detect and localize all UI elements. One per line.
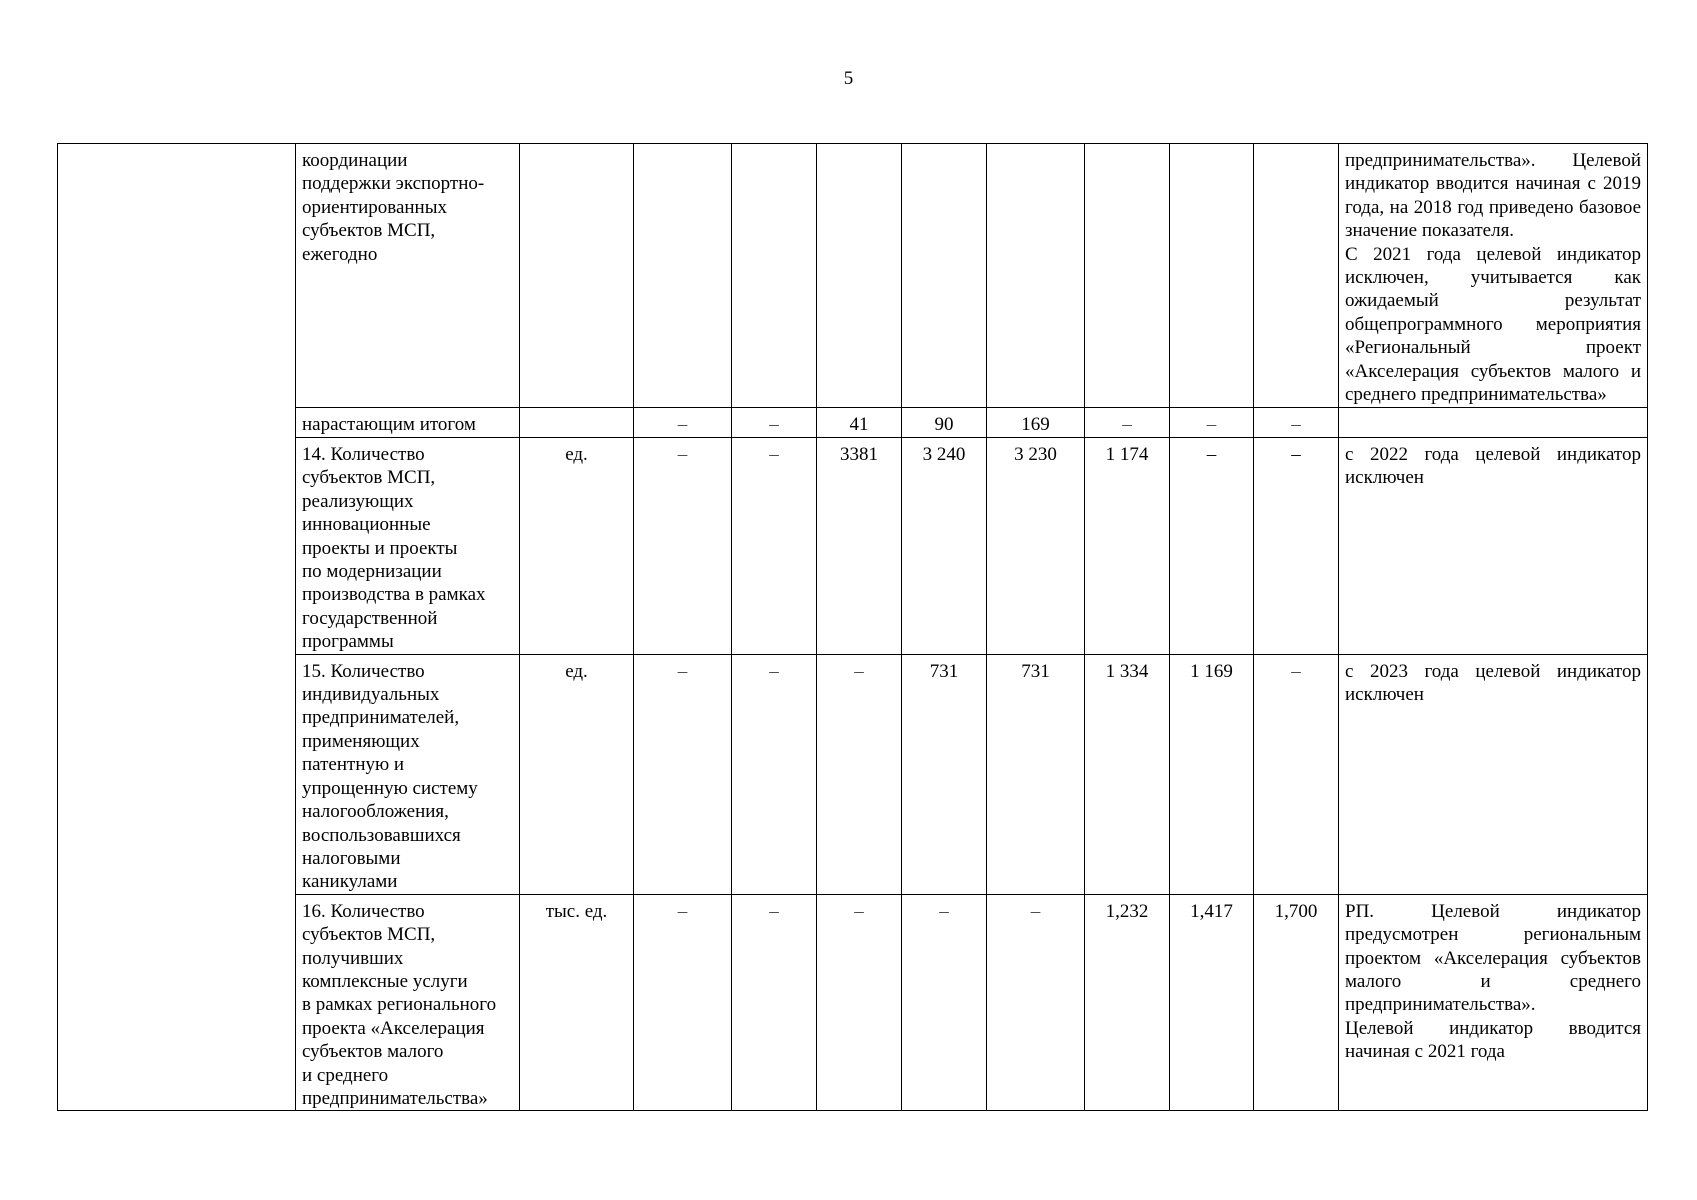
- indicator-name-line: патентную и: [302, 754, 405, 776]
- indicator-name-line: проекта «Акселерация: [302, 1017, 485, 1039]
- value-cell: [902, 144, 987, 408]
- indicator-name-line: реализующих: [302, 490, 414, 512]
- value-cell: [732, 144, 817, 408]
- indicator-name-line: налоговыми: [302, 847, 401, 869]
- value-cell: 1 174: [1085, 438, 1170, 655]
- note-paragraph: с 2023 года целевой индикатор исключен: [1345, 660, 1641, 706]
- note-cell: [1339, 438, 1648, 655]
- note-cell: [1339, 654, 1648, 894]
- unit-cell: ед.: [520, 438, 634, 655]
- indicator-name-line: предпринимателей,: [302, 707, 460, 729]
- value-cell: 41: [817, 408, 902, 438]
- table-row: [58, 408, 1648, 438]
- table-row: [58, 894, 1648, 1111]
- note-cell: [1339, 894, 1648, 1111]
- value-cell: –: [634, 654, 732, 894]
- value-cell: [1085, 144, 1170, 408]
- indicator-name-line: субъектов МСП,: [302, 924, 436, 946]
- value-cell: –: [1254, 438, 1339, 655]
- value-cell: 1,700: [1254, 894, 1339, 1111]
- indicator-name-line: предпринимательства»: [302, 1087, 488, 1109]
- indicator-name-line: субъектов МСП,: [302, 467, 436, 489]
- indicator-name-cell: [296, 654, 520, 894]
- table-row: [58, 654, 1648, 894]
- value-cell: –: [732, 894, 817, 1111]
- value-cell: 1,417: [1170, 894, 1254, 1111]
- value-cell: –: [902, 894, 987, 1111]
- indicator-name-line: применяющих: [302, 730, 420, 752]
- value-cell: –: [634, 894, 732, 1111]
- indicator-name-line: проекты и проекты: [302, 537, 458, 559]
- page-number: 5: [843, 68, 854, 89]
- indicator-name-line: налогообложения,: [302, 801, 449, 823]
- indicator-name-line: государственной: [302, 607, 438, 629]
- value-cell: –: [1170, 438, 1254, 655]
- value-cell: 1,232: [1085, 894, 1170, 1111]
- indicator-name-line: поддержки экспортно-: [302, 173, 485, 195]
- indicator-name-line: инновационные: [302, 514, 431, 536]
- indicators-table: [57, 143, 1648, 1111]
- value-cell: –: [987, 894, 1085, 1111]
- value-cell: [1254, 144, 1339, 408]
- value-cell: –: [1085, 408, 1170, 438]
- value-cell: –: [634, 438, 732, 655]
- indicator-name-line: нарастающим итогом: [302, 414, 476, 435]
- value-cell: –: [732, 408, 817, 438]
- value-cell: [634, 144, 732, 408]
- note-cell: [1339, 408, 1648, 438]
- indicator-name-cell: [296, 408, 520, 438]
- indicator-name-line: координации: [302, 150, 408, 171]
- note-paragraph: с 2022 года целевой индикатор исключен: [1345, 444, 1641, 489]
- unit-cell: тыс. ед.: [520, 894, 634, 1111]
- note-paragraph: С 2021 года целевой индикатор исключен, учитывается как ожидаемый результат общепрограммного мероприятия «Региональный проект «Акселерация субъектов малого и среднего предпринимательства»: [1345, 243, 1641, 406]
- value-cell: 1 334: [1085, 654, 1170, 894]
- indicator-name-line: в рамках регионального: [302, 994, 497, 1016]
- indicator-name-line: по модернизации: [302, 561, 442, 583]
- indicator-name-line: ежегодно: [302, 243, 378, 265]
- unit-cell: ед.: [520, 654, 634, 894]
- value-cell: –: [732, 654, 817, 894]
- indicator-name-cell: [296, 144, 520, 408]
- value-cell: 3 230: [987, 438, 1085, 655]
- table-row: [58, 438, 1648, 655]
- value-cell: 3 240: [902, 438, 987, 655]
- unit-cell: [520, 144, 634, 408]
- value-cell: –: [1254, 654, 1339, 894]
- indicator-name-line: 14. Количество: [302, 444, 425, 465]
- value-cell: –: [634, 408, 732, 438]
- note-cell: [1339, 144, 1648, 408]
- value-cell: [987, 144, 1085, 408]
- note-paragraph: предпринимательства». Целевой индикатор вводится начиная с 2019 года, на 2018 год приведено базовое значение показателя.: [1345, 150, 1641, 242]
- value-cell: –: [817, 654, 902, 894]
- indicator-name-line: упрощенную систему: [302, 777, 478, 799]
- value-cell: 731: [902, 654, 987, 894]
- table-body: [58, 144, 1648, 1111]
- table-row: [58, 144, 1648, 408]
- value-cell: 1 169: [1170, 654, 1254, 894]
- note-paragraph: Целевой индикатор вводится начиная с 2021 года: [1345, 1017, 1641, 1063]
- indicator-name-line: производства в рамках: [302, 584, 486, 606]
- indicator-name-line: индивидуальных: [302, 684, 440, 706]
- indicator-name-line: и среднего: [302, 1064, 389, 1086]
- blank-first-column: [58, 144, 296, 1111]
- indicator-name-cell: [296, 894, 520, 1111]
- value-cell: –: [817, 894, 902, 1111]
- unit-cell: [520, 408, 634, 438]
- indicator-name-cell: [296, 438, 520, 655]
- indicator-name-line: ориентированных: [302, 196, 447, 218]
- value-cell: –: [1254, 408, 1339, 438]
- indicator-name-line: воспользовавшихся: [302, 824, 461, 846]
- value-cell: [1170, 144, 1254, 408]
- value-cell: [817, 144, 902, 408]
- indicator-name-line: каникулами: [302, 871, 398, 893]
- value-cell: 169: [987, 408, 1085, 438]
- indicator-name-line: 15. Количество: [302, 660, 425, 682]
- indicator-name-line: субъектов малого: [302, 1041, 444, 1063]
- indicator-name-line: получивших: [302, 947, 404, 969]
- value-cell: –: [1170, 408, 1254, 438]
- value-cell: 3381: [817, 438, 902, 655]
- note-paragraph: РП. Целевой индикатор предусмотрен региональным проектом «Акселерация субъектов малого и среднего предпринимательства».: [1345, 900, 1641, 1016]
- indicator-name-line: субъектов МСП,: [302, 220, 436, 242]
- indicator-name-line: программы: [302, 631, 394, 653]
- indicator-name-line: 16. Количество: [302, 900, 425, 922]
- value-cell: –: [732, 438, 817, 655]
- value-cell: 90: [902, 408, 987, 438]
- value-cell: 731: [987, 654, 1085, 894]
- indicator-name-line: комплексные услуги: [302, 970, 468, 992]
